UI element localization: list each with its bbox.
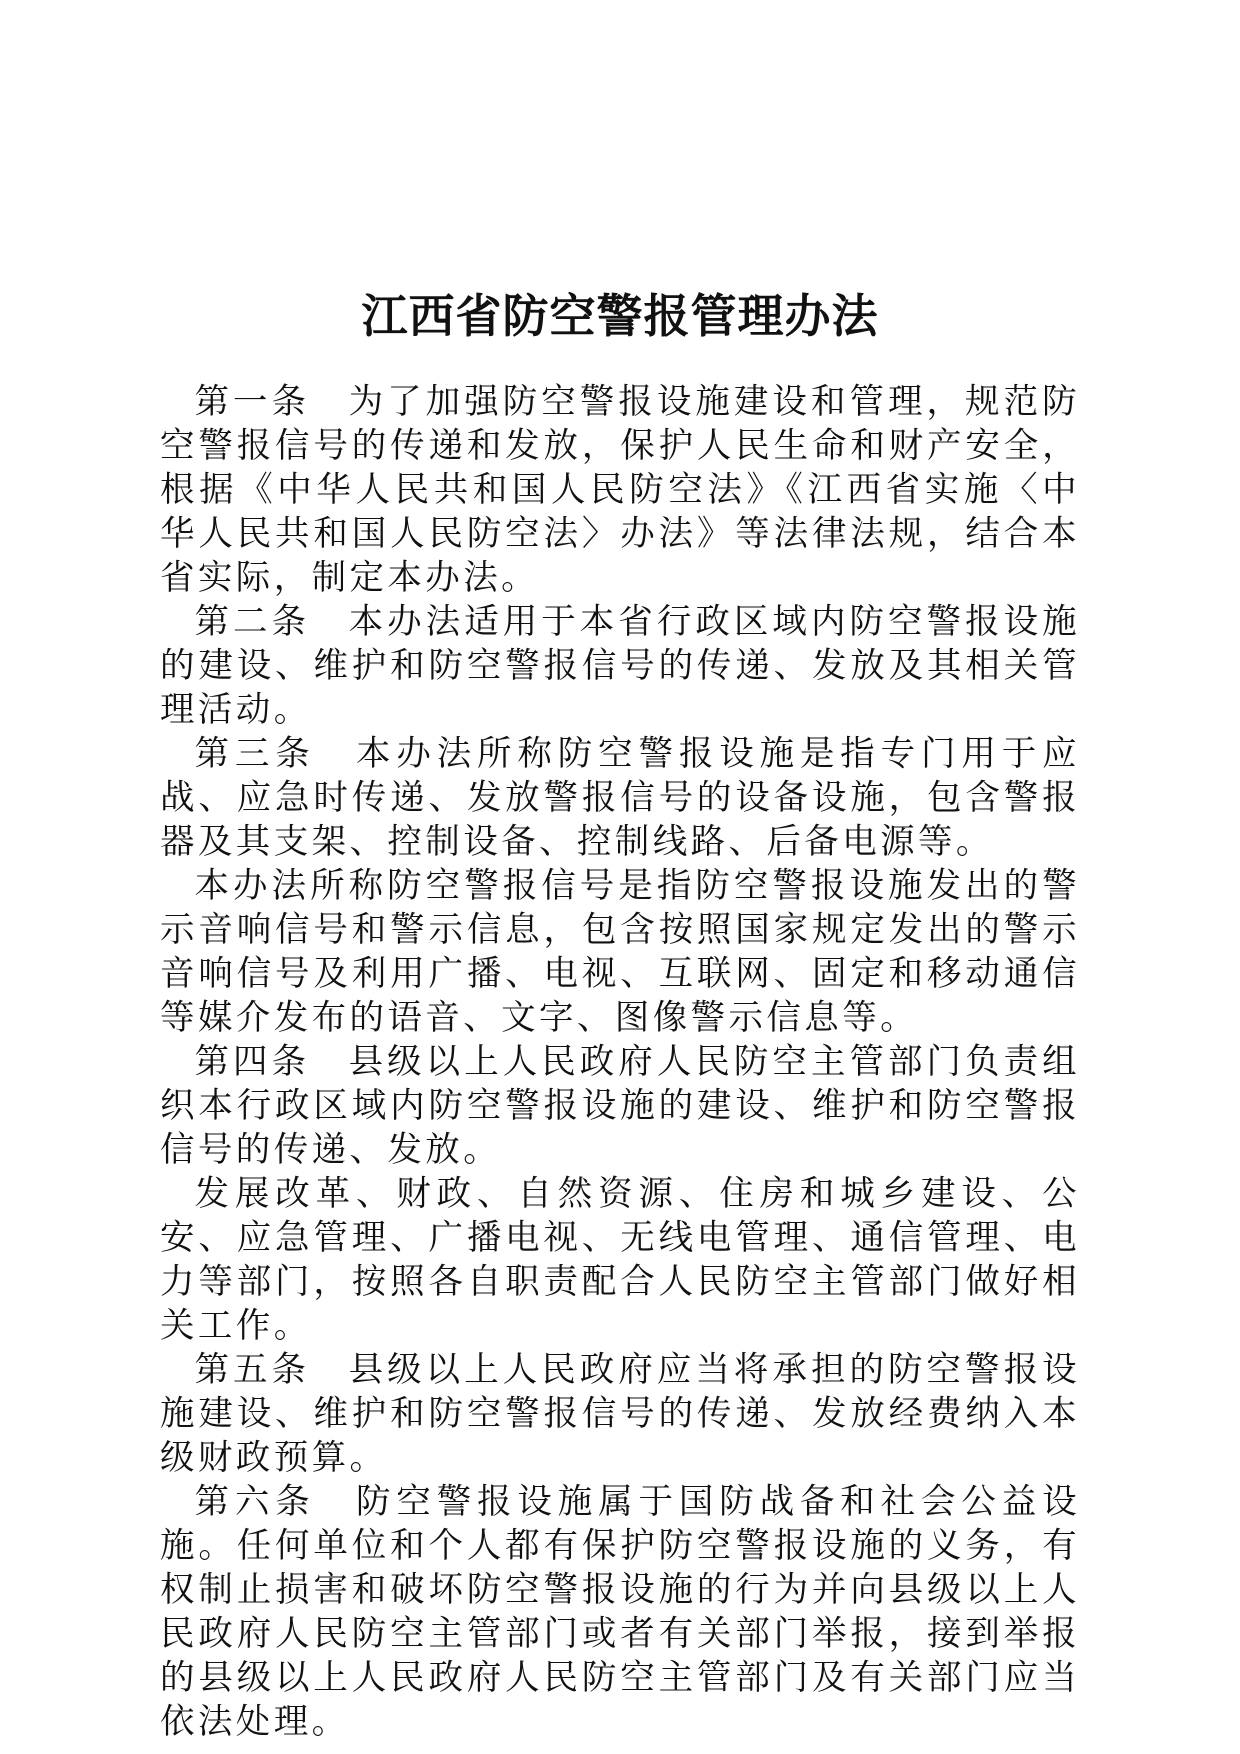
document-title: 江西省防空警报管理办法 (361, 288, 879, 343)
article-text: 本办法所称防空警报信号是指防空警报设施发出的警示音响信号和警示信息，包含按照国家规定发出的警示音响信号及利用广播、电视、互联网、固定和移动通信等媒介发布的语音、文字、图像警示信息等。 (160, 866, 1080, 1038)
article-4-continuation-paragraph (160, 1172, 1080, 1348)
article-4-paragraph (160, 1040, 1080, 1172)
article-number: 第一条 (194, 382, 311, 422)
article-text: 本办法所称防空警报设施是指专门用于应战、应急时传递、发放警报信号的设备设施，包含警报器及其支架、控制设备、控制线路、后备电源等。 (160, 734, 1081, 862)
article-number: 第六条 (194, 1482, 316, 1522)
document-body (160, 380, 1080, 1744)
article-text: 县级以上人民政府应当将承担的防空警报设施建设、维护和防空警报信号的传递、发放经费纳入本级财政预算。 (160, 1350, 1080, 1478)
article-1-paragraph (160, 380, 1080, 600)
article-5-paragraph (160, 1348, 1080, 1480)
article-number: 第五条 (194, 1350, 311, 1390)
article-text: 县级以上人民政府人民防空主管部门负责组织本行政区域内防空警报设施的建设、维护和防空警报信号的传递、发放。 (160, 1042, 1080, 1170)
article-3-paragraph (160, 732, 1080, 864)
article-2-paragraph (160, 600, 1080, 732)
article-number: 第三条 (194, 734, 316, 774)
article-number: 第二条 (194, 602, 311, 642)
article-text: 为了加强防空警报设施建设和管理，规范防空警报信号的传递和发放，保护人民生命和财产安全，根据《中华人民共和国人民防空法》《江西省实施〈中华人民共和国人民防空法〉办法》等法律法规，结合本省实际，制定本办法。 (160, 382, 1080, 598)
article-text: 防空警报设施属于国防战备和社会公益设施。任何单位和个人都有保护防空警报设施的义务，有权制止损害和破坏防空警报设施的行为并向县级以上人民政府人民防空主管部门或者有关部门举报，接到举报的县级以上人民政府人民防空主管部门及有关部门应当依法处理。 (160, 1482, 1081, 1742)
article-text: 发展改革、财政、自然资源、住房和城乡建设、公安、应急管理、广播电视、无线电管理、通信管理、电力等部门，按照各自职责配合人民防空主管部门做好相关工作。 (160, 1174, 1080, 1346)
article-6-paragraph (160, 1480, 1080, 1744)
article-number: 第四条 (194, 1042, 311, 1082)
article-3-continuation-paragraph (160, 864, 1080, 1040)
article-text: 本办法适用于本省行政区域内防空警报设施的建设、维护和防空警报信号的传递、发放及其相关管理活动。 (160, 602, 1080, 730)
